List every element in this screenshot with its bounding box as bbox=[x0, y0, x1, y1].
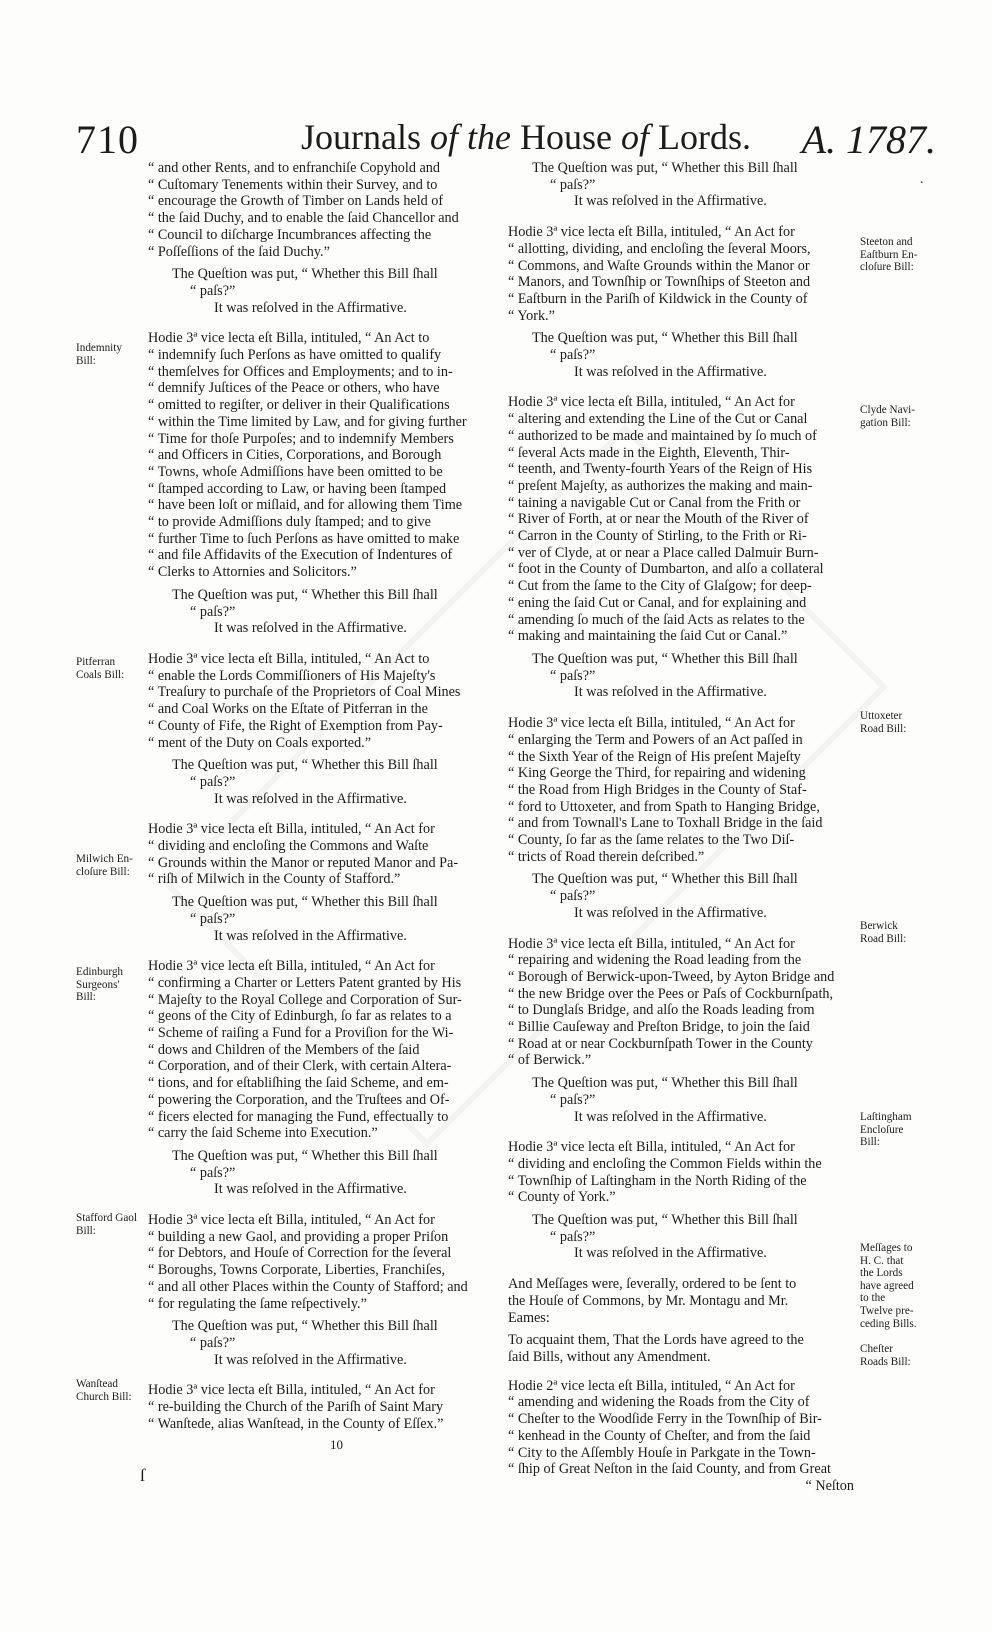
paragraph-wanstead-bill bbox=[148, 1382, 496, 1432]
margin-note-line: Church Bill: bbox=[76, 1390, 132, 1403]
question-line: “ paſs?” bbox=[190, 282, 236, 299]
text-line: Hodie 3ª vice lecta eſt Billa, intituled, “ An Act for bbox=[508, 935, 795, 952]
paragraph-uttoxeter-bill bbox=[508, 715, 854, 865]
resolution: It was reſolved in the Affirmative. bbox=[214, 790, 407, 807]
text-line: “ Commons, and Waſte Grounds within the Manor or bbox=[508, 257, 810, 274]
text-line: “ riſh of Milwich in the County of Stafford.” bbox=[148, 871, 401, 888]
question-block bbox=[172, 894, 496, 927]
text-line: “ and all other Places within the County of Stafford; and bbox=[148, 1278, 468, 1295]
text-line: “ encourage the Growth of Timber on Lands held of bbox=[148, 193, 444, 210]
question-block bbox=[532, 330, 854, 363]
text-line: “ Corporation, and of their Clerk, with certain Altera- bbox=[148, 1058, 452, 1075]
text-line: “ Majeſty to the Royal College and Corporation of Sur- bbox=[148, 991, 462, 1008]
text-line: “ ſtamped according to Law, or having been ſtamped bbox=[148, 480, 447, 497]
text-line: “ County, ſo far as the ſame relates to the Two Diſ- bbox=[508, 832, 795, 849]
text-line: Hodie 3ª vice lecta eſt Billa, intituled, “ An Act for bbox=[148, 1212, 435, 1229]
text-line: “ tricts of Road therein deſcribed.” bbox=[508, 848, 705, 865]
text-line: “ Road at or near Cockburnſpath Tower in the County bbox=[508, 1035, 813, 1052]
text-line: Hodie 3ª vice lecta eſt Billa, intituled, “ An Act for bbox=[148, 958, 435, 975]
text-line: “ geons of the City of Edinburgh, ſo far as relates to a bbox=[148, 1008, 452, 1025]
title-word-lords: Lords. bbox=[658, 117, 751, 157]
text-line: “ Cuſtomary Tenements within their Survey, and to bbox=[148, 176, 438, 193]
text-line: “ and other Rents, and to enfranchiſe Copyhold and bbox=[148, 160, 440, 176]
stray-mark: . bbox=[920, 172, 924, 187]
text-line: “ Poſſeſſions of the ſaid Duchy.” bbox=[148, 243, 330, 260]
question-block bbox=[532, 651, 854, 684]
paragraph-messages bbox=[508, 1276, 854, 1326]
text-line: “ building a new Gaol, and providing a proper Priſon bbox=[148, 1228, 449, 1245]
paragraph-berwick-bill bbox=[508, 936, 854, 1070]
paragraph-milwich-bill bbox=[148, 821, 496, 888]
text-line: “ Borough of Berwick-upon-Tweed, by Ayton Bridge and bbox=[508, 968, 835, 985]
margin-note-line: H. C. that bbox=[860, 1254, 904, 1267]
resolution: It was reſolved in the Affirmative. bbox=[214, 1181, 407, 1198]
text-line: “ repairing and widening the Road leading from the bbox=[508, 952, 802, 969]
text-line: “ Eaſtburn in the Pariſh of Kildwick in the County of bbox=[508, 290, 808, 307]
margin-note-line: Bill: bbox=[76, 1224, 96, 1237]
paragraph-clyde-bill bbox=[508, 394, 854, 645]
text-line: “ themſelves for Offices and Employments; and to in- bbox=[148, 363, 453, 380]
question-block bbox=[172, 266, 496, 299]
text-line: “ amending and widening the Roads from the City of bbox=[508, 1394, 810, 1411]
text-line: the Houſe of Commons, by Mr. Montagu and Mr. bbox=[508, 1292, 789, 1309]
question-block bbox=[532, 871, 854, 904]
text-line: “ taining a navigable Cut or Canal from the Frith or bbox=[508, 494, 801, 511]
text-line: “ dividing and encloſing the Commons and Waſte bbox=[148, 838, 429, 855]
margin-note-line: the Lords bbox=[860, 1267, 903, 1280]
resolution: It was reſolved in the Affirmative. bbox=[574, 904, 767, 921]
question-block bbox=[172, 757, 496, 790]
text-line: “ enable the Lords Commiſſioners of His Majeſty's bbox=[148, 667, 436, 684]
margin-note-line: Coals Bill: bbox=[76, 668, 125, 681]
text-line: “ the Sixth Year of the Reign of His preſent Majeſty bbox=[508, 748, 801, 765]
text-line: “ further Time to ſuch Perſons as have omitted to make bbox=[148, 530, 460, 547]
text-line: “ to provide Admiſſions duly ſtamped; and to give bbox=[148, 514, 431, 531]
text-line: “ County of York.” bbox=[508, 1189, 616, 1206]
text-line: “ ening the ſaid Cut or Canal, and for explaining and bbox=[508, 594, 807, 611]
title-of-the: of the bbox=[430, 117, 511, 157]
question-line: The Queſtion was put, “ Whether this Bill ſhall bbox=[532, 160, 798, 176]
margin-note-line: Encloſure bbox=[860, 1123, 904, 1136]
margin-note-line: Bill: bbox=[76, 354, 96, 367]
text-line: “ Carron in the County of Stirling, to the Frith or Ri- bbox=[508, 528, 807, 545]
margin-note-line: ceding Bills. bbox=[860, 1317, 917, 1330]
text-line: Hodie 3ª vice lecta eſt Billa, intituled, “ An Act to bbox=[148, 330, 430, 347]
margin-note-line: Bill: bbox=[76, 991, 96, 1004]
text-line: “ Treaſury to purchaſe of the Proprietors of Coal Mines bbox=[148, 684, 461, 701]
margin-note-line: cloſure Bill: bbox=[76, 865, 130, 878]
margin-note-line: Uttoxeter bbox=[860, 710, 903, 722]
title-of: of bbox=[620, 117, 649, 157]
paragraph-acquaint bbox=[508, 1332, 854, 1365]
question-line: The Queſtion was put, “ Whether this Bill ſhall bbox=[172, 1147, 438, 1164]
left-column bbox=[148, 160, 496, 1439]
text-line: “ omitted to regiſter, or deliver in their Qualifications bbox=[148, 397, 450, 414]
margin-note-chester bbox=[860, 1343, 938, 1368]
question-line: The Queſtion was put, “ Whether this Bill ſhall bbox=[172, 894, 438, 911]
margin-note-wanstead bbox=[76, 1378, 142, 1403]
text-line: ſaid Bills, without any Amendment. bbox=[508, 1349, 711, 1365]
text-line: “ and from Townall's Lane to Toxhall Bridge in the ſaid bbox=[508, 815, 823, 832]
question-line: “ paſs?” bbox=[190, 910, 236, 927]
margin-note-line: Bill: bbox=[860, 1136, 880, 1149]
question-line: “ paſs?” bbox=[550, 1091, 596, 1108]
text-line: Hodie 3ª vice lecta eſt Billa, intituled, “ An Act for bbox=[148, 821, 435, 838]
text-line: “ preſent Majeſty, as authorizes the making and main- bbox=[508, 477, 813, 494]
text-line: “ powering the Corporation, and the Truſtees and Of- bbox=[148, 1091, 450, 1108]
journal-title bbox=[226, 116, 826, 158]
text-line: “ dows and Children of the Members of the ſaid bbox=[148, 1041, 420, 1058]
text-line: “ County of Fife, the Right of Exemption from Pay- bbox=[148, 717, 443, 734]
text-line: “ ſhip of Great Neſton in the ſaid County, and from Great bbox=[508, 1461, 831, 1478]
text-line: “ confirming a Charter or Letters Patent granted by His bbox=[148, 974, 462, 991]
text-line: “ Time for thoſe Purpoſes; and to indemnify Members bbox=[148, 430, 454, 447]
text-line: “ within the Time limited by Law, and for giving further bbox=[148, 413, 467, 430]
text-line: “ River of Forth, at or near the Mouth of the River of bbox=[508, 511, 809, 528]
margin-note-line: Stafford Gaol bbox=[76, 1212, 138, 1224]
text-line: “ demnify Juſtices of the Peace or others, who have bbox=[148, 380, 440, 397]
text-line: Eames: bbox=[508, 1309, 550, 1326]
paragraph-edinburgh-bill bbox=[148, 958, 496, 1142]
margin-note-milwich bbox=[76, 853, 142, 878]
text-line: “ allotting, dividing, and encloſing the ſeveral Moors, bbox=[508, 240, 811, 257]
paragraph-indemnity-bill bbox=[148, 330, 496, 581]
text-line: “ and Coal Works on the Eſtate of Pitferran in the bbox=[148, 701, 428, 718]
text-line: “ teenth, and Twenty-fourth Years of the Reign of His bbox=[508, 461, 813, 478]
margin-note-line: Surgeons' bbox=[76, 978, 120, 991]
question-line: “ paſs?” bbox=[550, 888, 596, 905]
margin-note-line: Meſſages to bbox=[860, 1242, 913, 1254]
text-line: “ Grounds within the Manor or reputed Manor and Pa- bbox=[148, 854, 459, 871]
text-line: “ the Road from High Bridges in the County of Staf- bbox=[508, 781, 807, 798]
text-line: Hodie 3ª vice lecta eſt Billa, intituled, “ An Act for bbox=[508, 1139, 795, 1156]
page-number: 710 bbox=[76, 117, 139, 162]
resolution: It was reſolved in the Affirmative. bbox=[574, 684, 767, 701]
text-line: “ indemnify ſuch Perſons as have omitted to qualify bbox=[148, 347, 442, 364]
margin-note-line: gation Bill: bbox=[860, 416, 911, 429]
margin-note-line: Road Bill: bbox=[860, 722, 907, 735]
text-line: “ Scheme of raiſing a Fund for a Proviſion for the Wi- bbox=[148, 1025, 454, 1042]
text-line: “ foot in the County of Dumbarton, and alſo a collateral bbox=[508, 561, 824, 578]
text-line: “ Cheſter to the Woodſide Ferry in the Townſhip of Bir- bbox=[508, 1411, 822, 1428]
question-line: “ paſs?” bbox=[190, 603, 236, 620]
question-line: The Queſtion was put, “ Whether this Bill ſhall bbox=[532, 330, 798, 347]
margin-note-line: Indemnity bbox=[76, 342, 122, 354]
margin-note-line: have agreed bbox=[860, 1279, 914, 1292]
text-line: Hodie 2ª vice lecta eſt Billa, intituled, “ An Act for bbox=[508, 1377, 795, 1394]
text-line: “ for Debtors, and Houſe of Correction for the ſeveral bbox=[148, 1245, 452, 1262]
text-line: “ ſeveral Acts made in the Eighth, Eleventh, Thir- bbox=[508, 444, 790, 461]
margin-note-pitferran bbox=[76, 656, 142, 681]
resolution: It was reſolved in the Affirmative. bbox=[574, 193, 767, 210]
question-line: “ paſs?” bbox=[550, 1228, 596, 1245]
margin-note-lastingham bbox=[860, 1111, 938, 1149]
catchword: “ Neſton bbox=[805, 1477, 854, 1494]
question-block bbox=[532, 1075, 854, 1108]
text-line: “ re-building the Church of the Pariſh of Saint Mary bbox=[148, 1399, 444, 1416]
question-line: The Queſtion was put, “ Whether this Bill ſhall bbox=[172, 266, 438, 283]
stray-ink-mark: ſ bbox=[140, 1465, 146, 1485]
question-block bbox=[172, 587, 496, 620]
question-line: “ paſs?” bbox=[190, 1164, 236, 1181]
resolution: It was reſolved in the Affirmative. bbox=[574, 1245, 767, 1262]
resolution: It was reſolved in the Affirmative. bbox=[214, 927, 407, 944]
resolution: It was reſolved in the Affirmative. bbox=[574, 1108, 767, 1125]
margin-note-line: Clyde Navi- bbox=[860, 404, 915, 416]
margin-note-line: to the bbox=[860, 1292, 886, 1305]
text-line: “ amending ſo much of the ſaid Acts as relates to the bbox=[508, 611, 805, 628]
resolution: It was reſolved in the Affirmative. bbox=[574, 363, 767, 380]
text-line: And Meſſages were, ſeverally, ordered to be ſent to bbox=[508, 1276, 797, 1293]
text-line: “ to Dunglaſs Bridge, and alſo the Roads leading from bbox=[508, 1002, 815, 1019]
question-block bbox=[172, 1148, 496, 1181]
text-line: “ of Berwick.” bbox=[508, 1052, 592, 1069]
text-line: “ authorized to be made and maintained by ſo much of bbox=[508, 427, 817, 444]
text-line: “ Wanſtede, alias Wanſtead, in the County of Eſſex.” bbox=[148, 1415, 444, 1432]
text-line: Hodie 3ª vice lecta eſt Billa, intituled, “ An Act to bbox=[148, 650, 430, 667]
text-line: “ altering and extending the Line of the Cut or Canal bbox=[508, 411, 808, 428]
title-word-house: House bbox=[519, 117, 612, 157]
text-line: “ Council to diſcharge Incumbrances affecting the bbox=[148, 226, 432, 243]
text-line: “ the ſaid Duchy, and to enable the ſaid Chancellor and bbox=[148, 210, 459, 227]
text-line: “ City to the Aſſembly Houſe in Parkgate in the Town- bbox=[508, 1444, 816, 1461]
margin-note-line: Laſtingham bbox=[860, 1111, 912, 1123]
right-column bbox=[508, 160, 854, 1501]
text-line: “ York.” bbox=[508, 307, 555, 324]
margin-note-berwick bbox=[860, 920, 938, 945]
question-line: The Queſtion was put, “ Whether this Bill ſhall bbox=[172, 757, 438, 774]
text-line: “ Townſhip of Laſtingham in the North Riding of the bbox=[508, 1172, 807, 1189]
resolution: It was reſolved in the Affirmative. bbox=[214, 299, 407, 316]
question-line: The Queſtion was put, “ Whether this Bill ſhall bbox=[172, 1318, 438, 1335]
text-line: “ Billie Cauſeway and Preſton Bridge, to join the ſaid bbox=[508, 1019, 810, 1036]
text-line: “ enlarging the Term and Powers of an Act paſſed in bbox=[508, 731, 803, 748]
question-line: The Queſtion was put, “ Whether this Bill ſhall bbox=[532, 650, 798, 667]
text-line: Hodie 3ª vice lecta eſt Billa, intituled, “ An Act for bbox=[508, 715, 795, 732]
text-line: “ Clerks to Attornies and Solicitors.” bbox=[148, 564, 357, 581]
question-line: “ paſs?” bbox=[550, 176, 596, 193]
text-line: “ ment of the Duty on Coals exported.” bbox=[148, 734, 372, 751]
margin-note-messages bbox=[860, 1242, 938, 1330]
text-line: “ and file Affidavits of the Execution of Indentures of bbox=[148, 547, 453, 564]
question-line: The Queſtion was put, “ Whether this Bill ſhall bbox=[532, 1075, 798, 1092]
margin-note-line: Twelve pre- bbox=[860, 1304, 914, 1317]
margin-note-line: Steeton and bbox=[860, 236, 913, 248]
margin-note-uttoxeter bbox=[860, 710, 938, 735]
text-line: “ Manors, and Townſhip or Townſhips of Steeton and bbox=[508, 274, 811, 291]
text-line: “ and Officers in Cities, Corporations, and Borough bbox=[148, 447, 442, 464]
question-line: The Queſtion was put, “ Whether this Bill ſhall bbox=[532, 871, 798, 888]
margin-note-line: cloſure Bill: bbox=[860, 261, 914, 274]
text-line: “ ver of Clyde, at or near a Place called Dalmuir Burn- bbox=[508, 544, 819, 561]
margin-note-stafford bbox=[76, 1212, 142, 1237]
text-line: “ King George the Third, for repairing and widening bbox=[508, 765, 806, 782]
text-line: “ ford to Uttoxeter, and from Spath to Hanging Bridge, bbox=[508, 798, 820, 815]
margin-note-line: Edinburgh bbox=[76, 966, 124, 978]
paragraph-stafford-gaol-bill bbox=[148, 1212, 496, 1312]
question-line: “ paſs?” bbox=[550, 347, 596, 364]
margin-note-line: Milwich En- bbox=[76, 853, 133, 865]
text-line: “ Boroughs, Towns Corporate, Liberties, Franchiſes, bbox=[148, 1262, 446, 1279]
question-block bbox=[172, 1318, 496, 1351]
paragraph-pitferran-bill bbox=[148, 651, 496, 751]
question-line: “ paſs?” bbox=[550, 667, 596, 684]
margin-note-line: Roads Bill: bbox=[860, 1355, 911, 1368]
text-line: “ ficers elected for managing the Fund, effectually to bbox=[148, 1108, 449, 1125]
margin-note-line: Pitferran bbox=[76, 656, 116, 668]
page-header bbox=[76, 112, 936, 162]
text-line: Hodie 3ª vice lecta eſt Billa, intituled, “ An Act for bbox=[508, 394, 795, 411]
resolution: It was reſolved in the Affirmative. bbox=[214, 1351, 407, 1368]
margin-note-line: Eaſtburn En- bbox=[860, 248, 918, 261]
text-line: To acquaint them, That the Lords have agreed to the bbox=[508, 1332, 804, 1349]
question-block bbox=[532, 1212, 854, 1245]
paragraph-chester-bill bbox=[508, 1378, 854, 1495]
year-label: A. 1787. bbox=[801, 117, 936, 162]
margin-note-line: Cheſter bbox=[860, 1343, 893, 1355]
text-line: “ dividing and encloſing the Common Fields within the bbox=[508, 1155, 822, 1172]
margin-note-line: Wanſtead bbox=[76, 1378, 118, 1390]
margin-note-edinburgh bbox=[76, 966, 142, 1004]
text-line: “ tions, and for eſtabliſhing the ſaid Scheme, and em- bbox=[148, 1075, 449, 1092]
question-block bbox=[532, 160, 854, 193]
text-line: “ Towns, whoſe Admiſſions have been omitted to be bbox=[148, 463, 443, 480]
text-line: “ making and maintaining the ſaid Cut or Canal.” bbox=[508, 628, 788, 645]
margin-note-line: Road Bill: bbox=[860, 932, 907, 945]
resolution: It was reſolved in the Affirmative. bbox=[214, 620, 407, 637]
question-line: “ paſs?” bbox=[190, 773, 236, 790]
text-line: “ kenhead in the County of Cheſter, and from the ſaid bbox=[508, 1427, 811, 1444]
question-line: The Queſtion was put, “ Whether this Bill ſhall bbox=[172, 586, 438, 603]
text-line: “ carry the ſaid Scheme into Execution.” bbox=[148, 1125, 378, 1142]
text-line: “ Cut from the ſame to the City of Glaſgow; for deep- bbox=[508, 578, 812, 595]
paragraph-steeton-bill bbox=[508, 224, 854, 324]
text-line: “ have been loſt or miſlaid, and for allowing them Time bbox=[148, 497, 463, 514]
question-line: “ paſs?” bbox=[190, 1335, 236, 1351]
margin-note-line: Berwick bbox=[860, 920, 898, 932]
paragraph-duchy-continuation bbox=[148, 160, 496, 260]
margin-note-steeton bbox=[860, 236, 938, 274]
margin-note-indemnity bbox=[76, 342, 142, 367]
text-line: Hodie 3ª vice lecta eſt Billa, intituled, “ An Act for bbox=[508, 224, 795, 241]
margin-note-clyde bbox=[860, 404, 938, 429]
question-line: The Queſtion was put, “ Whether this Bill ſhall bbox=[532, 1212, 798, 1229]
text-line: “ for regulating the ſame reſpectively.” bbox=[148, 1295, 367, 1312]
title-word-journals: Journals bbox=[301, 117, 421, 157]
paragraph-lastingham-bill bbox=[508, 1139, 854, 1206]
text-line: “ the new Bridge over the Pees or Paſs of Cockburnſpath, bbox=[508, 985, 834, 1002]
signature-mark: 10 bbox=[330, 1437, 343, 1452]
text-line: Hodie 3ª vice lecta eſt Billa, intituled, “ An Act for bbox=[148, 1382, 435, 1399]
